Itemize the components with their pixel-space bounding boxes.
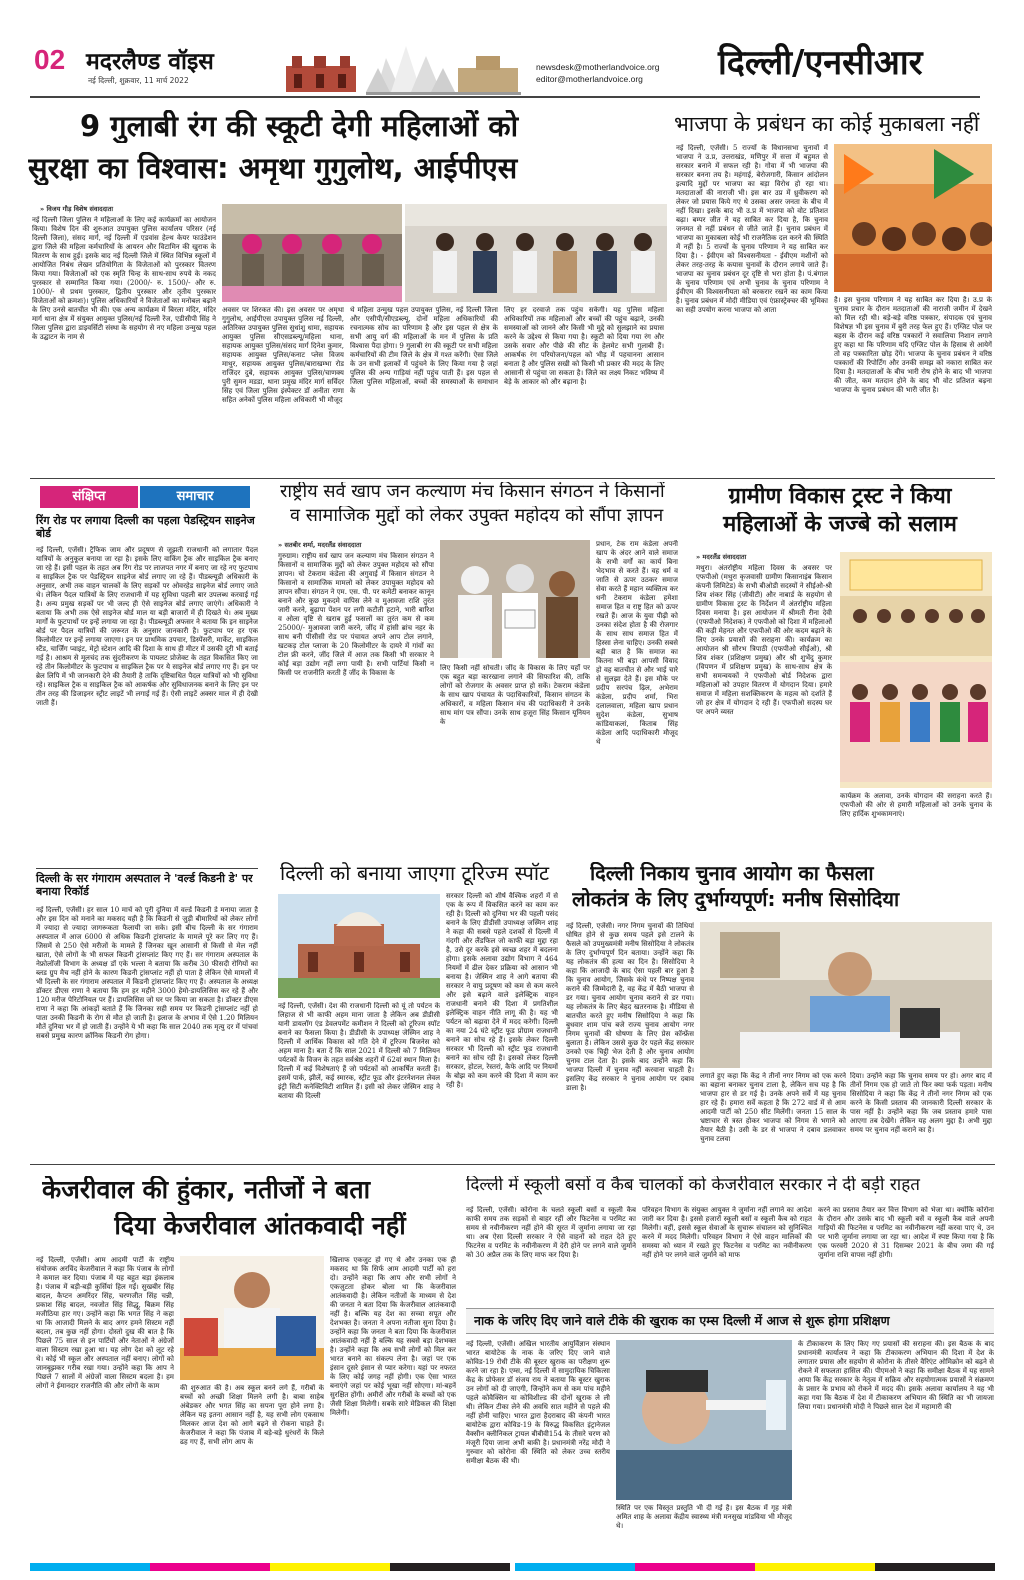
divider-mid <box>30 1164 995 1165</box>
brief-2-title: दिल्ली के सर गंगाराम अस्पताल ने 'वर्ल्ड किडनी डे' पर बनाया रिकॉर्ड <box>36 872 253 898</box>
lead-col-4: लिए हर दरवाजे तक पहुंच सकेगी। यह पुलिस महिला अधिकारियों तक महिलाओं और बच्चों की पहुंच बढ़ाने, उनकी समस्याओं को जानने और किसी भी मुद्दे को सुलझाने का प्रयास करने के उद्देश्य से किया गया है। स्कूटी को दिया गया रंग और उसके सवार और पीछे की सीट के हेलमेट सभी गुलाबी हैं। आकर्षक रंग परियोजना/पहल को भीड़ में पहचानना आसान बनाता है और पुलिस सखी को किसी भी प्रकार की मदद के लिए आसानी से पहुंचा जा सकता है। जिले का लक्ष्य निकट भविष्य में बेड़े के आकार को और बढ़ाना है। <box>504 306 664 386</box>
vaccine-col-1: नई दिल्ली, एजेंसी। अखिल भारतीय आयुर्विज्ञान संस्थान भारत बायोटेक के नाक के जरिए दिए जाने वाले कोविड-19 रोधी टीके की बूस्टर खुराक का परीक्षण शुरू करने जा रहा है। एम्स, नई दिल्ली में सामुदायिक चिकित्सा केंद्र के प्रोफेसर डॉ संजय राय ने बताया कि बूस्टर खुराक उन लोगों को दी जाएगी, जिन्होंने कम से कम पांच महीने पहले कोवैक्सिन या कोविशील्ड की दोनों खुराक ले ली थी। लेकिन टीका लेने की अवधि सात महीने से पहले की नहीं होनी चाहिए। भारत द्वारा हैदराबाद की कंपनी भारत बायोटेक द्वारा कोविड-19 के विरुद्ध विकसित इंट्रानेजल वैक्सीन क्लीनिकल ट्रायल बीबीवी154 के तीसरे चरण को मंजूरी दिया जाना अभी बाकी है। प्रधानमंत्री नरेंद्र मोदी ने गुरुवार को कोरोना की स्थिति को लेकर उच्च स्तरीय समीक्षा बैठक की थी। <box>466 1340 610 1465</box>
rural-headline-1: ग्रामीण विकास ट्रस्ट ने किया <box>728 484 952 509</box>
lead-headline-1: 9 गुलाबी रंग की स्कूटी देगी महिलाओं को <box>80 110 519 143</box>
sisodia-headline-1: दिल्ली निकाय चुनाव आयोग का फैसला <box>590 862 874 885</box>
email-newsdesk[interactable]: newsdesk@motherlandvoice.org <box>536 62 660 72</box>
lead-col-3: थे महिला उन्मुख पहल उपायुक्त पुलिस, नई दिल्ली जिला और एसीपी/सीएडब्ल्यू, दोनों महिला अधिकारियों की रचनात्मक सोच का परिणाम है और इस पहल से क्षेत्र के सभी आयु वर्ग की महिलाओं के मन में पुलिस के प्रति विश्वास पैदा होगा। 9 गुलाबी रंग की स्कूटी पर सभी महिला कर्मचारियों की टीम जिले के क्षेत्र में गश्त करेंगी। ऐसा जिले के उन सभी इलाकों में पहुंचने के लिए किया गया है जहां पुलिस की अन्य गाड़ियां नहीं पहुंच पाती हैं। इस पहल से जिला पुलिस महिलाओं, बच्चों की समस्याओं के समाधान के <box>350 306 498 395</box>
kejriwal-col-2: खिलाफ एकजुट हो गए थे और उनका एक ही मकसद था कि सिर्फ आम आदमी पार्टी को हरा दो। उन्होंने कहा कि आप और सभी लोगों ने एकजुटता होकर बोला था कि केजरीवाल आतंकवादी है। लेकिन नतीजों के माध्यम से देश की जनता ने बता दिया कि केजरीवाल आतंकवादी नहीं है। बल्कि यह देश का सच्चा सपूत और देशभक्त है। जनता ने अपना नतीजा सुना दिया है। उन्होंने कहा कि जनता ने बता दिया कि केजरीवाल आतंकवादी नहीं है बल्कि यह सबसे बड़ा देशभक्त है। उन्होंने कहा कि अब सभी लोगों को मिल कर भारत बनाने का संकल्प लेना है। जहां पर एक इंसान दूसरे इंसान से प्यार करेगा। यहां पर नफरत के लिए कोई जगह नहीं होगी। एक ऐसा भारत बनाएंगे जहां पर कोई भूखा नहीं सोएगा। मां-बहनें सुरक्षित होंगी। अमीरों और गरीबों के बच्चों को एक जैसी शिक्षा मिलेगी। सबके सारे मेडिकल की शिक्षा मिलेगी। <box>330 1256 456 1417</box>
vaccine-col-2: स्थिति पर एक विस्तृत प्रस्तुति भी दी गई है। इस बैठक में गृह मंत्री अमित शाह के अलावा केंद्रीय स्वास्थ्य मंत्री मनसुख मांडविया भी मौजूद थे। <box>616 1504 792 1530</box>
rural-byline <box>696 552 746 561</box>
sisodia-col-2: लगाते हुए कहा कि केंद्र ने तीनों नगर निगम को एक करने का बहाना बनाकर चुनाव टाला है, लेकिन सच यह है कि भाजपा हार से डर गई है। उनके अपने सर्वे में यह चुनाव हार रहे हैं। हमारा सर्वे कहता है कि 272 वार्ड में से आम आदमी पार्टी को 250 सीट मिलेंगी। जनता 15 साल के भ्रष्टाचार से त्रस्त होकर भाजपा को निगम से भगाने को तैयार बैठी है। उसी के डर से भाजपा ने दबाव डलवाकर चुनाव टलवा <box>700 1072 846 1143</box>
email-editor[interactable]: editor@motherlandvoice.org <box>536 74 643 84</box>
divider-top <box>30 478 995 479</box>
farmers-col-1: गुरुग्राम। राष्ट्रीय सर्व खाप जन कल्याण मंच किसान संगठन ने किसानों व सामाजिक मुद्दों को लेकर उपुक्त महोदय को सौंपा ज्ञापन। चो टेकराम कंडेला की अगुवाई में किसान संगठन ने किसानो व सामाजिक मामलो को लेकर उपायुक्त महोदय को ज्ञापन सौंपा। संगठन ने एम. एस. पी. पर कमेटी बनाकर कानून बनाने और कुछ मुकदमे वापिस लेने व मुआवजा राशि तुरंत जारी करने, बुढ़ापा पेंशन पर लगी कटौती हटाने, भारी बारिश व ओला वृष्टि से खराब हुई फसलों का तुरंत कम से कम 25000/- मुआवजा जारी करने, जींद में हांसी ब्रांच नहर के साथ बनी पीसीसी रोड पर पंचायत अपने आप टोल लगाने, खटकड़ टोल प्लाजा के 20 किलोमीटर के दायरे में गांवों का टोल फ्री करने, जींद जिले में आज तक किसी भी सरकार ने कोई बड़ा उद्योग नहीं लगा पायी है। सभी पार्टियां किसी न किसी पर राजनीति करती हैं जींद के विकास के <box>278 552 434 677</box>
farmers-headline-1: राष्ट्रीय सर्व खाप जन कल्याण मंच किसान संगठन ने किसानों <box>280 482 665 502</box>
tourism-col-1: नई दिल्ली, एजेंसी। देश की राजधानी दिल्ली को यूं तो पर्यटन के लिहाज से भी काफी अहम माना जाता है लेकिन अब डीडीसी यानी डायलॉग एंड डेवलपमेंट कमीशन ने दिल्ली को टूरिज्म स्पॉट बनाने का फैसला किया है। डीडीसी के उपाध्यक्ष जेस्मिन शाह ने दिल्ली में आर्थिक विकास को गति देने में टूरिज्म बिजनेस को अहम माना है। बता दें कि साल 2021 में दिल्ली को 7 मिलियन पर्यटकों के विजन के तहत सर्वश्रेष्ठ शहरों में 62वां स्थान मिला है। दिल्ली में कई विशेषताएं हैं जो पर्यटकों को आकर्षित करती हैं। इसमें पार्क, झीलें, कई स्मारक, स्ट्रीट फूड और इंटरनेशनल लेवल इंट्री सिटी कनेक्टिविटी शामिल हैं। इसी को लेकर जेस्मिन शाह ने बताया की दिल्ली <box>278 1002 440 1100</box>
section-title: दिल्ली/एनसीआर <box>718 43 923 83</box>
byline-arrow-icon: » <box>40 205 47 213</box>
vaccine-headline-bar <box>466 1308 994 1334</box>
farmers-byline <box>278 540 361 549</box>
buses-col-1: नई दिल्ली, एजेंसी। कोरोना के चलते स्कूली बसों व स्कूली कैब काफी समय तक सड़कों से बाहर रहीं और फिटनेस व परमिट का समय से नवीनीकरण नहीं होने की सूरत में जुर्माना लगाया जा रहा था। अब ऐसा दिल्ली सरकार ने ऐसे वाहनों को राहत देते हुए फिटनेस व परमिट के नवीनीकरण में देरी होने पर लगने वाले जुर्माने को 30 अप्रैल तक के लिए माफ कर दिया है। <box>466 1206 636 1259</box>
bjp-photo-rally <box>834 144 992 292</box>
byline-arrow-icon: » <box>696 553 703 561</box>
farmers-headline-2: व सामाजिक मुद्दों को लेकर उपुक्त महोदय को सौंपा ज्ञापन <box>290 506 664 526</box>
lead-headline-2: सुरक्षा का विश्वास: अमृथा गुगुलोथ, आईपीएस <box>28 152 518 185</box>
buses-col-3: करने का प्रस्ताव तैयार कर वित्त विभाग को भेजा था। क्योंकि कोरोना के दौरान और उसके बाद भी स्कूली बसें व स्कूली कैब वाले अपनी गाड़ियों की फिटनेस व परमिट का नवीनीकरण नहीं करवा पाए थे, उन पर भारी जुर्माना लगाया जा रहा था। आदेश में स्पष्ट किया गया है कि एक फरवरी 2020 से 31 दिसम्बर 2021 के बीच जमा की गई जुर्माना राशि वापस नहीं होगी। <box>818 1206 994 1259</box>
kejriwal-col-1: नई दिल्ली, एजेंसी। आम आदमी पार्टी के राष्ट्रीय संयोजक अरविंद केजरीवाल ने कहा कि पंजाब के लोगों ने कमाल कर दिया। पंजाब में यह बहुत बड़ा इंकलाब है। पंजाब में बड़ी-बड़ी कुर्सियां हिल गईं। सुखबीर सिंह बादल, कैप्टन अमरिंदर सिंह, चरणजीत सिंह चन्नी, प्रकाश सिंह बादल, नवजोत सिंह सिद्धू, बिक्रम सिंह मजीठिया हार गए। उन्होंने कहा कि भगत सिंह ने कहा था कि आजादी मिलने के बाद अगर हमने सिस्टम नहीं बदला, तब कुछ नहीं होगा। दोस्तो दुख की बात है कि पिछले 75 साल से इन पार्टियों और नेताओं ने अंग्रेजों वाला सिस्टम रखा हुआ था। यह लोग देश को लूट रहे थे। कोई भी स्कूल और अस्पताल नहीं बनाए। लोगों को जानबूझकर गरीब रखा गया। उन्होंने कहा कि आप ने पिछले 7 सालों में अंग्रेजों वाला सिस्टम बदला है। हम लोगों ने ईमानदार राजनीति की और लोगों के काम <box>36 1256 174 1390</box>
brief-2-text: नई दिल्ली, एजेंसी। हर साल 10 मार्च को पूरी दुनिया में वर्ल्ड किडनी डे मनाया जाता है और इस दिन को मनाने का मकसद यही है कि किडनी से जुड़ी बीमारियों को लेकर लोगों में ज्यादा से ज्यादा जागरूकता फैलायी जा सके। इसी बीच दिल्ली के सर गंगाराम अस्पताल में आज 6000 से अधिक किडनी ट्रांसप्लांट के मामले पूरे कर लिए गए हैं। जिसमें से 250 ऐसे मरीजों के मामले हैं जिनका खून आसानी से किसी से मेल नहीं खाता, ऐसे लोगों के भी सफल किडनी ट्रांसप्लांट किए गए हैं। सर गंगाराम अस्पताल के नेफ्रोलॉजी विभाग के अध्यक्ष डॉ एके भल्ला ने बताया कि करीब 30 फीसदी रोगियों का ब्लड ग्रुप मैच नहीं होने के कारण किडनी ट्रांसप्लांट नहीं हो पाता है लेकिन ऐसे मामलों में भी दिल्ली के सर गंगाराम अस्पताल में किडनी ट्रांसप्लांट किए गए हैं। अस्पताल के अध्यक्ष डॉक्टर डीएस राणा ने बताया कि हम हर महीने 3000 हेमो-डायलिसिस कर रहे हैं और 120 मरीज पेरिटोनियल पर हैं। डायलिसिस जो घर पर किया जा सकता है। डॉक्टर डीएस राणा ने कहा कि आंकड़ों बताते हैं कि जिनका सही समय पर किडनी ट्रांसप्लांट नहीं हो पाता उनकी किडनी के रोग से मौत हो जाती है। इलाज के अभाव में ऐसे 1.20 मिलियन मौतें दुनिया भर में हो जाती हैं। उन्होंने ये भी कहा कि साल 2040 तक मृत्यु दर में पांचवां सबसे प्रमुख कारण क्रॉनिक किडनी रोग होगा। <box>36 906 258 1040</box>
bjp-col-1: नई दिल्ली, एजेंसी। 5 राज्यों के विधानसभा चुनावों में भाजपा ने उ.प्र, उत्तराखंड, मणिपुर में सत्ता में बहुमत से सरकार बनाने में सफल रही है। गोवा में भी भाजपा की सरकार बनना तय है। महंगाई, बेरोजगारी, किसान आंदोलन इत्यादि मुद्दों पर भाजपा का बड़ा विरोध हो रहा था। मतदाताओं की नाराजी भी। इस बार उप्र में ध्रुवीकरण को लेकर जो प्रयास किये गए थे उसका असर जनता के बीच में नहीं दिखा। इसके बाद भी उ.प्र में भाजपा को वोट प्रतिशत बढ़ा। बम्पर जीत ने यह साबित कर दिया है, कि चुनाव जनमत से नहीं प्रबंधन से जीते जाते हैं। चुनाव प्रबंधन में भाजपा का मुकाबला कोई भी राजनैतिक दल करने की स्थिति में नहीं है। 5 राज्यों के चुनाव परिणाम ने यह साबित कर दिया है। - ईवीएम को विश्वसनीयता - ईवीएम मशीनों को लेकर तरह-तरह के कयास चुनावों के दौरान लगाये जाते हैं। भाजपा का चुनाव प्रबंधन दूर दृष्टि से भरा होता है। पं.बंगाल के चुनाव परिणाम एवं अभी चुनाव के चुनाव परिणाम ने ईवीएम की विश्वसनीयता को बरकरार रखने का काम किया है। चुनाव प्रबंधन में मोदी मीडिया एवं एंफ्रास्ट्रेक्चर की भूमिका का सही उपयोग करना भाजपा को आता <box>676 144 828 314</box>
masthead <box>0 0 1024 100</box>
kejriwal-headline-2: दिया केजरीवाल आंतकवादी नहीं <box>114 1212 406 1240</box>
kejriwal-photo <box>180 1256 324 1380</box>
briefs-label <box>40 486 250 508</box>
sisodia-photo <box>700 922 992 1068</box>
sisodia-headline-2: लोकतंत्र के लिए दुर्भाग्यपूर्ण: मनीष सिसोदिया <box>572 888 900 911</box>
bjp-headline: भाजपा के प्रबंधन का कोई मुकाबला नहीं <box>674 112 980 136</box>
briefs-label-part-1: संक्षिप्त <box>40 486 138 508</box>
print-color-strip <box>30 1556 995 1564</box>
paper-name: मदरलैण्ड वॉइस <box>86 49 214 75</box>
brief-1-text: नई दिल्ली, एजेंसी। ट्रैफिक जाम और प्रदूषण से जूझती राजधानी को लगातार पैदल यात्रियों के अनुकूल बनाया जा रहा है। इसके लिए वाकिंग ट्रैक और साइकिल ट्रैक बनाए जा रहे हैं। इसी पहल के तहत अब रिंग रोड पर लाजपत नगर में बनाए जा रहे नए फुटपाथ व साइकिल ट्रैक पर पेडस्ट्रियन साइनेज बोर्ड लगाए जा रहे हैं। पीडब्ल्यूडी अधिकारी के अनुसार, अभी तक वाहन चालकों के लिए सड़कों पर ओवरहेड साइनेज बोर्ड लगाए जाते थे। लेकिन पैदल यात्रियों के लिए राजधानी में यह सुविधा पहली बार उपलब्ध करवाई गई है। अन्य प्रमुख सड़कों पर भी जल्द ही ऐसे साइनेज बोर्ड लगाए जाएंगे। अधिकारी ने बताया कि अभी तक ऐसे साइनेज बोर्ड माल या बड़ी बाजारों में ही दिखते थे। अब मुख्य मार्गों के फुटपाथों पर इन्हें लगाया जा रहा है। पीडब्ल्यूडी अफसर ने बताया कि इन साइनेज बोर्ड पर पैदल यात्रियों की जरूरत के अनुसार जानकारी है। फुटपाथ पर हर एक किलोमीटर पर इन्हें लगाया जाएगा। इन पर प्राथमिक उपचार, डिस्पेंसरी, मार्केट, साइकिल स्टैंड, चार्जिंग प्वाइंट, मेट्रो स्टेशन आदि की दिशा के साथ ही मीटर में उसकी दूरी भी बताई गई है। आश्रम से मूलचंद तक सुंदरीकरण के पायलट प्रोजेक्ट के तहत विकसित किए जा रहे तीन किलोमीटर के फुटपाथ व साइकिल ट्रैक पर ये साइनेज बोर्ड लगाए गए हैं। इन पर ब्रेल लिपि में भी जानकारी देने की तैयारी है ताकि दृष्टिबाधित पैदल यात्रियों को भी सुविधा रहे। साइकिल ट्रैक व साइकिल ट्रैक को आकर्षक और सुविधाजनक बनाने के लिए इन पर तीन तरह की डिजाइनर स्ट्रीट लाइटें भी लगाई गई हैं। ऐसी लाइटें अक्सर माल में ही देखी जाती हैं। <box>36 546 258 707</box>
brief-divider <box>36 868 258 869</box>
briefs-label-part-2: समाचार <box>140 486 250 508</box>
vaccine-headline: नाक के जरिए दिए जाने वाले टीके की खुराक का एम्स दिल्ली में आज से शुरू होगा प्रशिक्षण <box>474 1314 890 1328</box>
tourism-headline: दिल्ली को बनाया जाएगा टूरिज्म स्पॉट <box>280 862 550 885</box>
monuments-illustration <box>286 38 526 96</box>
sisodia-col-3: दिया। उन्होंने कहा कि चुनाव समय पर हो। अगर बाद में तीनों निगम एक हो जाते तो फिर क्या फर्क पड़ता। मनीष सिसोदिया ने कहा कि केंद्र ने तीनों नगर निगम को एक करने के किसी प्रस्ताव की जानकारी दिल्ली सरकार के पास नहीं है। उन्होंने कहा कि जब प्रस्ताव हमारे पास आएगा तब देखेंगे। लेकिन यह अलग मुद्दा है। अभी मुद्दा समय पर चुनाव नहीं कराने का है। <box>850 1072 992 1134</box>
kejriwal-headline-1: केजरीवाल की हुंकार, नतीजों ने बता <box>42 1176 371 1204</box>
rural-col-1: मथुरा। अंतर्राष्ट्रीय महिला दिवस के अवसर पर एफपीओ (मथुरा कृजवासी ग्रामीण किसानाइंब किसान कंपनी लिमिटेड) के सभी बीओडी सदस्यों ने सीईओ-श्री शिव शंकर सिंह (जीवीटी) और नाबार्ड के सहयोग से ग्रामीण विकास ट्रस्ट के निर्देशन में अंतर्राष्ट्रीय महिला दिवस मनाया है। इस आयोजन में श्रीमती रीना देवी (एफपीओ निदेशक) ने एफपीओ को दिशा में महिलाओं की कड़ी मेहनत और एफपीओ की ओर कदम बढ़ाने के लिए उनके प्रयासों की सराहना की। कार्यक्रम का आयोजन श्री सौरभ त्रिपाठी (एफपीओ सीईओ), श्री शिव शंकर (प्रशिक्षण प्रमुख) और श्री शुभेंदु कुमार (विपणन में प्रशिक्षण प्रमुख) के साथ-साथ क्षेत्र के सभी समन्वयकों ने एफपीओ बोर्ड निदेशक द्वारा महिलाओं को उपहार वितरण में योगदान दिया। हमारे समाज में महिला सशक्तिकरण के महत्व को दर्शाते हैं जो हर क्षेत्र में योगदान दे रही हैं। एफपीओ सदस्य घर पर अपने व्यस्त <box>696 564 832 716</box>
rural-byline-text: मदरलैंड संवाददाता <box>702 553 747 561</box>
lead-col-2: अवसर पर शिरकत की। इस अवसर पर अमृथा गुगुलोथ, आईपीएस उपायुक्त पुलिस नई दिल्ली, अतिरिक्त उपायुक्त पुलिस सुधांशु धामा, सहायक आयुक्त पुलिस सीएसडब्ल्यू/महिला थाना, सहायक आयुक्त पुलिस/संसद मार्ग दिनेश कुमार, सहायक आयुक्त पुलिस/कनाट प्लेस विजय माथुर, सहायक आयुक्त पुलिस/बाराखम्भा रोड राजिंदर दुबे, सहायक आयुक्त पुलिस/चाणक्य पुरी सुमन मडडा, थाना प्रमुख मंदिर मार्ग सर्विदर सिंह एवं जिला पुलिस इंस्पेक्टर डॉ अनीता राणा सहित अनेकों पुलिस महिला अधिकारी भी मौजूद <box>222 306 344 404</box>
rural-headline-2: महिलाओं के जज्बे को सलाम <box>723 512 957 537</box>
farmers-col-3: प्रधान, टेक राम कंडेला अपनी खाप के अंदर आने वाले समाज के सभी वर्गों का कार्य बिना भेदभाव से करते हैं। वह धर्म व जाति से ऊपर उठकर समाज सेवा करते हैं महान व्यक्तित्व कर धनी टेकराम कंडेला हमेशा समाज हित व राष्ट्र हित को ऊपर रखते हैं। आज के युवा पीढ़ी को उनका संदेश होता है की रोजगार के साथ साथ समाज हित में हिस्सा लेना चाहिए। उनकी सबसे बड़ी बात है कि समाज का कितना भी बड़ा आपसी विवाद हो वह बातचीत से और भाई चारे से सुलझा देते हैं। इस मौके पर प्रदीप सरपंच ढ़िल, अभेराम कंडेला, प्रदीप शर्मा, भिरा दलालवाला, महिला खाप प्रधान सुदेश कंडेला, सुभाष कांडियाकलां, किताब सिंह कंडेला आदि पदाधिकारी मौजूद थे <box>596 540 678 746</box>
farmers-photo <box>440 540 590 658</box>
kejriwal-col-3: की शुरुआत की है। अब स्कूल बनने लगे हैं, गरीबों के बच्चों को अच्छी शिक्षा मिलने लगी है। बाबा साहेब अंबेडकर और भगत सिंह का सपना पूरा होने लगा है। लेकिन यह इतना आसान नहीं है, यह सभी लोग एकसाथ मिलकर आज देश को आगे बढ़ने से रोकना चाहते हैं। केजरीवाल ने कहा कि पंजाब में बड़े-बड़े धुरंधरों के किले ढह गए हैं, सभी लोग आप के <box>180 1384 324 1446</box>
lead-photo-award <box>405 204 667 302</box>
lead-photo-police-scooty <box>222 204 402 302</box>
lead-byline-text: विजय गौड़ विशेष संवाददाता <box>46 205 114 213</box>
masthead-rule <box>30 96 980 98</box>
sisodia-col-1: नई दिल्ली, एजेंसी। नगर निगम चुनावों की तिथियां घोषित होने से कुछ समय पहले इसे टालने के फैसले को उपमुख्यमंत्री मनीष सिसोदिया ने लोकतंत्र के लिए दुर्भाग्यपूर्ण दिन बताया। उन्होंने कहा कि यह लोकतंत्र की हत्या का दिन है। सिसोदिया ने कहा कि आजादी के बाद ऐसा पहली बार हुआ है कि चुनाव आयोग, जिसके कंधे पर निष्पक्ष चुनाव कराने की जिम्मेदारी है, वह केंद्र में बैठी भाजपा से डर गया। चुनाव आयोग चुनाव कराने से डर गया। यह लोकतंत्र के लिए बेहद खतरनाक है। मीडिया से बातचीत करते हुए मनीष सिसोदिया ने कहा कि बुधवार शाम पांच बजे राज्य चुनाव आयोग नगर निगम चुनावों की घोषणा के लिए प्रेस कॉन्फ्रेंस बुलाता है। लेकिन उससे कुछ देर पहले केंद्र सरकार उनको एक चिट्ठी भेज देती है और चुनाव आयोग चुनाव टाल देता है। इसके बाद उन्होंने कहा कि भाजपा दिल्ली में चुनाव नहीं करवाना चाहती है। इसलिए केंद्र सरकार ने चुनाव आयोग पर दबाव डाला है। <box>566 922 694 1092</box>
byline-arrow-icon: » <box>278 541 285 549</box>
farmers-col-2: लिए किसी नहीं सोचती। जींद के विकास के लिए यहाँ पर एक बहुत बड़ा कारखाना लगाने की सिफारिश की, ताकि लोगों को रोजगार के अवसर प्राप्त हो सकें। टेकराम कंडेला के साथ खाप पंचायत के पदाधिकारियों, किसान संगठन के अधिकारों, व महिला किसान मंच की पदाधिकारी ने उनके साथ मांग पत्र सौंपा। उनके साथ हजूरा सिंह किसान यूनियन के <box>440 664 590 726</box>
vaccine-photo <box>616 1340 792 1500</box>
tourism-col-2: सरकार दिल्ली को शीर्ष वैश्विक शहरों में से एक के रूप में विकसित करने का काम कर रही है। दिल्ली को दुनिया भर की पहली पसंद बनाने के लिए डीडीसी उपाध्यक्ष जस्मिन शाह ने कहा की सबसे पहले दशकों से दिल्ली में गंदगी और लैंडफिल जो काफी बड़ा मुद्दा रहा है, उसे दूर करके इसे स्वच्छ शहर में बदलना होगा। इसके अलावा उद्योग विभाग ने 464 नियमों में ढील देकर प्रक्रिया को आसान भी बनाया है। जेस्मिन शाह ने आगे बताया की सरकार ने वायु प्रदूषण को कम से कम करने और इसे बढ़ाने वाले इलेक्ट्रिक वाहन राजधानी बनाने की दिशा में प्रगतिशील इलेक्ट्रिक वाहन नीति लागू की है। यह भी पर्यटन को बढ़ावा देने में मदद करेगी। दिल्ली का नया 24 घंटे स्ट्रीट फूड प्रोग्राम राजधानी बनाने का सोच रहे हैं। इसके लेकर दिल्ली सरकार भी दिल्ली को स्ट्रीट फूड राजधानी बनाने का सोच रही है। इसको लेकर दिल्ली सरकार, होटल, रेस्तरां, कैफे आदि पर नियमों के बोझ को कम करने की दिशा में काम कर रही है। <box>446 892 558 1089</box>
buses-headline: दिल्ली में स्कूली बसों व कैब चालकों को केजरीवाल सरकार ने दी बड़ी राहत <box>466 1176 920 1195</box>
brief-1-title: रिंग रोड पर लगाया दिल्ली का पहला पेडस्ट्रियन साइनेज बोर्ड <box>36 514 255 540</box>
bjp-col-2: है। इस चुनाव परिणाम ने यह साबित कर दिया है। उ.प्र के चुनाव प्रचार के दौरान मतदाताओं की नाराजी जमीन में देखने को मिल रही थी। बड़े-बड़े वरिष्ठ पत्रकार, संपादक एवं चुनाव विशेषज्ञ भी इस चुनाव में बुरी तरह फेल हुए हैं। एग्जिट पोल पर बहस के दौरान कई वरिष्ठ पत्रकारों ने सवालिया निशान लगाने हुए कहा था कि परिणाम यदि एग्जिट पोल के हिसाब से आयेगें तो वह पत्रकारिता छोड़ देंगे। भाजपा के चुनाव प्रबंधन ने वरिष्ठ पत्रकारों की रिपोर्टिंग और उनकी समझ को नकारा साबित कर दिया है। मतदाताओं के बीच भारी रोष होने के बाद भी भाजपा की जीत, कम मतदान होने के बाद भी वोट प्रतिशत बढ़ना भाजपा के चुनाव प्रबंधन की भारी जीत है। <box>834 296 992 394</box>
buses-col-2: परिवहन विभाग के संयुक्त आयुक्त ने जुर्माना नहीं लगाने का आदेश जारी कर दिया है। इससे हजारों स्कूली बसों व स्कूली कैब को राहत मिलेगी। वहीं, इससे स्कूल सेवाओं के सुचारू संचालन को सुनिश्चित करने में मदद मिलेगी। परिवहन विभाग ने ऐसे वाहन मालिकों की समस्या को ध्यान में रखते हुए फिटनेस व परमिट का नवीनीकरण नहीं होने पर लगने वाले जुर्माने को माफ <box>642 1206 812 1259</box>
rural-photo-group <box>840 552 992 788</box>
page-number: 02 <box>34 44 66 75</box>
lead-byline <box>40 204 113 213</box>
tourism-photo-humayun-tomb <box>278 894 440 998</box>
farmers-byline-text: सतबीर शर्मा, मदरलैंड संवाददाता <box>284 541 362 549</box>
rural-col-2: कार्यक्रम के अलावा, उनके योगदान की सराहना करते हैं। एफपीओ की ओर से हमारी महिलाओं को उनके चुनाव के लिए हार्दिक शुभकामनाएं। <box>840 792 992 818</box>
lead-col-1: नई दिल्ली जिला पुलिस ने महिलाओं के लिए कई कार्यक्रमों का आयोजन किया। विशेष दिन की शुरुआत उपायुक्त पुलिस कार्यालय परिसर (नई दिल्ली जिला), संसद मार्ग, नई दिल्ली में एडवांस हेल्थ केयर फाउंडेशन द्वारा जिले की महिला कर्मचारियों के आयरन और विटामिन की खुराक के वितरण के साथ हुई। इसके बाद नई दिल्ली जिले में स्थित विभिन्न स्कूलों में आयोजित निबंध लेखन प्रतियोगिता के विजेताओं को पुरस्कार वितरण किया गया। विजेताओं को एक स्मृति चिन्ह के साथ-साथ रुपये के नकद पुरस्कार से सम्मानित किया गया। (2000/- रु. 1500/- और रु. 1000/- से प्रथम पुरस्कार, द्वितीय पुरस्कार और तृतीय पुरस्कार विजेताओं को क्रमशः)। पुलिस अधिकारियों ने विजेताओं का मनोबल बढ़ाने के लिए उनसे बातचीत भी की। एक अन्य कार्यक्रम में बिरला मंदिर, मंदिर मार्ग थाना क्षेत्र में संयुक्त आयुक्त पुलिस/नई दिल्ली रेंज, एडीसीपी सिंह ने जिला पुलिस द्वारा डाइवर्सिटी संस्था के सहयोग से नए महिला उन्मुख पहल के उद्घाटन के नाम से <box>32 216 216 341</box>
date-line: नई दिल्ली, शुक्रवार, 11 मार्च 2022 <box>88 76 189 85</box>
vaccine-col-3: के टीकाकरण के लिए किए गए प्रयासों की सराहना की। इस बैठक के बाद प्रधानमंत्री कार्यालय ने कहा कि टीकाकरण अभियान की दिशा में देश के लगातार प्रयास और सहयोग से कोरोना के तीसरे वैरिएंट ओमिक्रोन को बढ़ने से रोकने में सफलता हासिल की। पीएमओ ने कहा कि समीक्षा बैठक में यह सामने आया कि केंद्र सरकार के नेतृत्व में सक्रिय और सहयोगात्मक प्रयासों ने संक्रमण के प्रसार के प्रभाव को रोकने में मदद की। इसके अलावा कार्यालय ने यह भी कहा गया कि बैठक में देश में टीकाकरण अभियान की स्थिति का भी जायजा लिया गया। प्रधानमंत्री मोदी ने पिछले साल देश में महामारी की <box>798 1340 994 1411</box>
